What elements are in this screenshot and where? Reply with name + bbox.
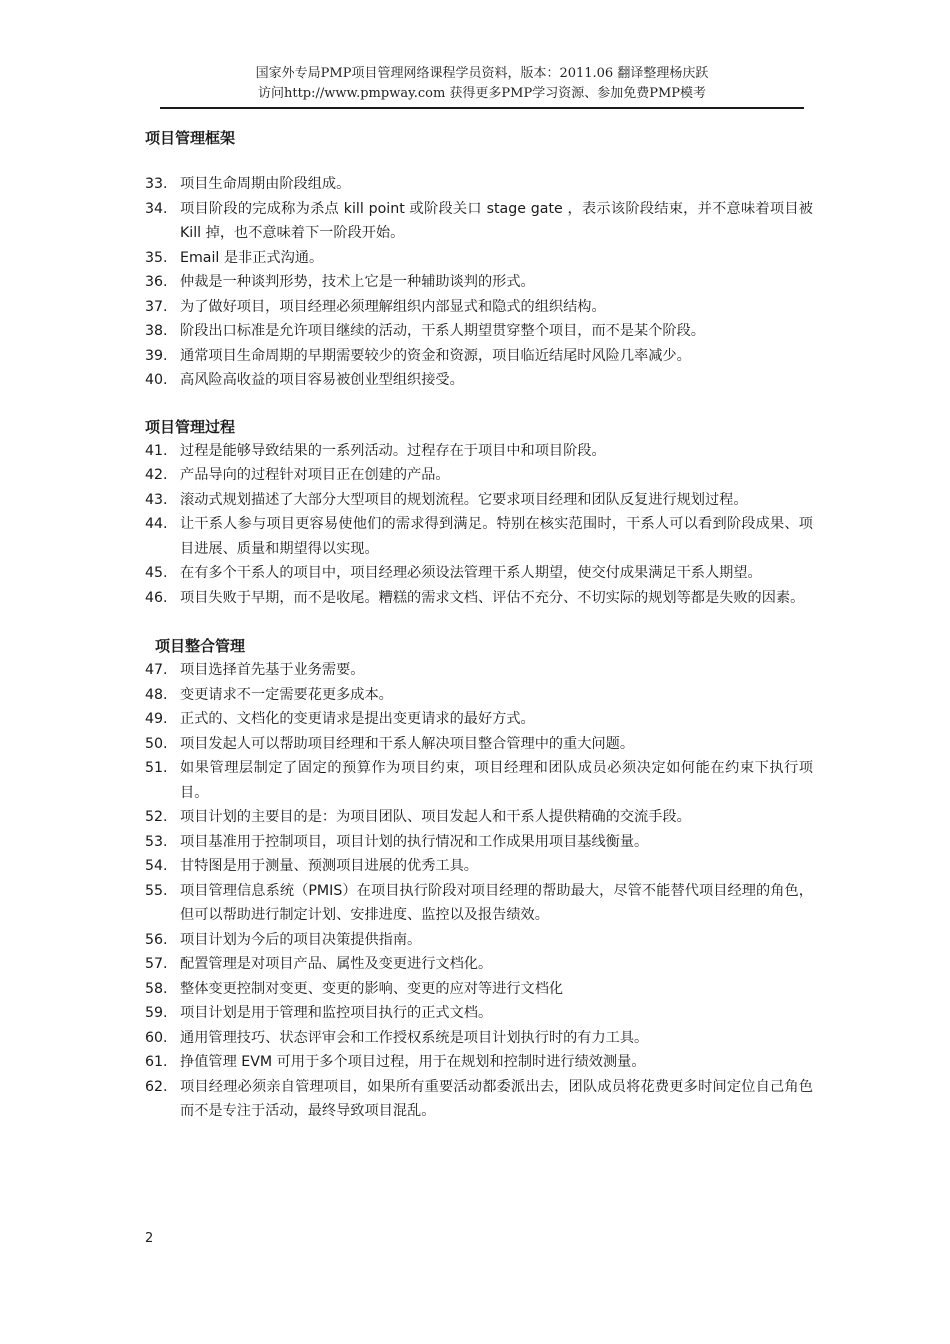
item-number: 61. <box>145 1054 168 1070</box>
list-item <box>145 319 813 344</box>
item-number: 62. <box>145 1078 168 1095</box>
item-number: 50. <box>145 735 168 752</box>
item-text: 高风险高收益的项目容易被创业型组织接受。 <box>180 372 464 388</box>
item-text: 项目生命周期由阶段组成。 <box>180 176 351 192</box>
item-text: 项目计划的主要目的是：为项目团队、项目发起人和干系人提供精确的交流手段。 <box>180 809 691 825</box>
item-text: 正式的、文档化的变更请求是提出变更请求的最好方式。 <box>180 711 535 727</box>
list-item <box>145 1001 813 1026</box>
item-number: 35. <box>145 249 168 266</box>
item-text: 整体变更控制对变更、变更的影响、变更的应对等进行文档化 <box>180 980 564 997</box>
section-title: 项目整合管理 <box>155 637 246 655</box>
item-text: 为了做好项目，项目经理必须理解组织内部显式和隐式的组织结构。 <box>180 298 606 315</box>
list-item <box>145 854 813 879</box>
header-divider <box>160 107 804 109</box>
section-title: 项目管理过程 <box>145 417 236 436</box>
item-number: 41. <box>145 442 168 459</box>
section-title: 项目管理框架 <box>145 129 236 147</box>
page-header <box>160 64 804 104</box>
item-text: 产品导向的过程针对项目正在创建的产品。 <box>180 467 450 483</box>
item-number: 56. <box>145 931 168 948</box>
item-text: 项目基准用于控制项目，项目计划的执行情况和工作成果用项目基线衡量。 <box>180 833 649 850</box>
item-number: 54. <box>145 858 168 874</box>
item-text: 项目阶段的完成称为杀点 kill point 或阶段关口 stage gate ，表示该阶段结束，并不意味着项目被 Kill 掉，也不意味着下一阶段开始。 <box>180 200 813 241</box>
list-item <box>145 172 813 197</box>
item-number: 37. <box>145 298 168 315</box>
item-text: 项目发起人可以帮助项目经理和干系人解决项目整合管理中的重大问题。 <box>180 735 635 752</box>
list-item <box>145 756 813 805</box>
item-text: 阶段出口标准是允许项目继续的活动，干系人期望贯穿整个项目，而不是某个阶段。 <box>180 323 705 339</box>
list-item <box>145 805 813 830</box>
item-text: 仲裁是一种谈判形势，技术上它是一种辅助谈判的形式。 <box>180 274 535 290</box>
item-number: 52. <box>145 809 168 825</box>
item-text: 项目计划是用于管理和监控项目执行的正式文档。 <box>180 1005 493 1021</box>
item-number: 46. <box>145 589 168 606</box>
list-item <box>145 1050 813 1075</box>
item-text: 变更请求不一定需要花更多成本。 <box>180 686 393 703</box>
item-number: 60. <box>145 1029 168 1046</box>
item-text: 挣值管理 EVM 可用于多个项目过程，用于在规划和控制时进行绩效测量。 <box>180 1054 646 1070</box>
item-number: 33. <box>145 176 168 192</box>
list-item <box>145 197 813 246</box>
list-item <box>145 658 813 683</box>
item-text: 在有多个干系人的项目中，项目经理必须设法管理干系人期望，使交付成果满足干系人期望。 <box>180 565 762 581</box>
item-text: 让干系人参与项目更容易使他们的需求得到满足。特别在核实范围时，干系人可以看到阶段成果、项目进展、质量和期望得以实现。 <box>180 516 813 557</box>
item-number: 43. <box>145 491 168 508</box>
item-list <box>145 439 813 611</box>
item-text: 项目计划为今后的项目决策提供指南。 <box>180 931 422 948</box>
document-body <box>145 126 813 1124</box>
item-number: 49. <box>145 711 168 727</box>
list-item <box>145 246 813 271</box>
list-item <box>145 439 813 464</box>
list-item <box>145 879 813 928</box>
list-item <box>145 830 813 855</box>
header-line-2: 访问http://www.pmpway.com 获得更多PMP学习资源、参加免费PMP模考 <box>257 86 707 101</box>
list-item <box>145 977 813 1002</box>
item-number: 39. <box>145 347 168 364</box>
item-number: 57. <box>145 956 168 972</box>
item-text: 项目失败于早期，而不是收尾。糟糕的需求文档、评估不充分、不切实际的规划等都是失败的因素。 <box>180 589 805 606</box>
item-number: 47. <box>145 662 168 678</box>
list-item <box>145 952 813 977</box>
list-item <box>145 1026 813 1051</box>
item-number: 34. <box>145 200 168 217</box>
item-number: 58. <box>145 980 168 997</box>
item-number: 36. <box>145 274 168 290</box>
list-item <box>145 344 813 369</box>
item-number: 53. <box>145 833 168 850</box>
list-item <box>145 512 813 561</box>
item-list <box>145 172 813 393</box>
item-text: 通常项目生命周期的早期需要较少的资金和资源，项目临近结尾时风险几率减少。 <box>180 347 691 364</box>
section-framework <box>145 126 813 393</box>
item-text: 甘特图是用于测量、预测项目进展的优秀工具。 <box>180 858 478 874</box>
header-line-1: 国家外专局PMP项目管理网络课程学员资料，版本：2011.06 翻译整理杨庆跃 <box>255 66 709 81</box>
list-item <box>145 463 813 488</box>
item-list <box>145 658 813 1124</box>
list-item <box>145 928 813 953</box>
item-number: 42. <box>145 467 168 483</box>
list-item <box>145 270 813 295</box>
list-item <box>145 586 813 611</box>
list-item <box>145 732 813 757</box>
item-text: 项目经理必须亲自管理项目，如果所有重要活动都委派出去，团队成员将花费更多时间定位自己角色而不是专注于活动，最终导致项目混乱。 <box>180 1078 813 1119</box>
list-item <box>145 368 813 393</box>
list-item <box>145 707 813 732</box>
item-number: 45. <box>145 565 168 581</box>
item-number: 55. <box>145 882 168 899</box>
item-number: 59. <box>145 1005 168 1021</box>
list-item <box>145 683 813 708</box>
item-text: 过程是能够导致结果的一系列活动。过程存在于项目中和项目阶段。 <box>180 442 606 459</box>
item-text: 通用管理技巧、状态评审会和工作授权系统是项目计划执行时的有力工具。 <box>180 1029 649 1046</box>
item-number: 48. <box>145 686 168 703</box>
section-integration <box>145 634 813 1124</box>
item-text: 项目选择首先基于业务需要。 <box>180 662 365 678</box>
item-text: 配置管理是对项目产品、属性及变更进行文档化。 <box>180 956 493 972</box>
item-number: 51. <box>145 760 168 776</box>
item-number: 38. <box>145 323 168 339</box>
list-item <box>145 488 813 513</box>
item-text: 如果管理层制定了固定的预算作为项目约束，项目经理和团队成员必须决定如何能在约束下执行项目。 <box>180 760 813 801</box>
item-number: 44. <box>145 516 168 532</box>
item-text: Email 是非正式沟通。 <box>180 249 324 266</box>
section-processes <box>145 415 813 611</box>
list-item <box>145 1075 813 1124</box>
item-text: 滚动式规划描述了大部分大型项目的规划流程。它要求项目经理和团队反复进行规划过程。 <box>180 491 748 508</box>
item-number: 40. <box>145 372 168 388</box>
item-text: 项目管理信息系统（PMIS）在项目执行阶段对项目经理的帮助最大，尽管不能替代项目经理的角色，但可以帮助进行制定计划、安排进度、监控以及报告绩效。 <box>180 882 813 923</box>
list-item <box>145 295 813 320</box>
list-item <box>145 561 813 586</box>
page-number: 2 <box>145 1231 154 1246</box>
